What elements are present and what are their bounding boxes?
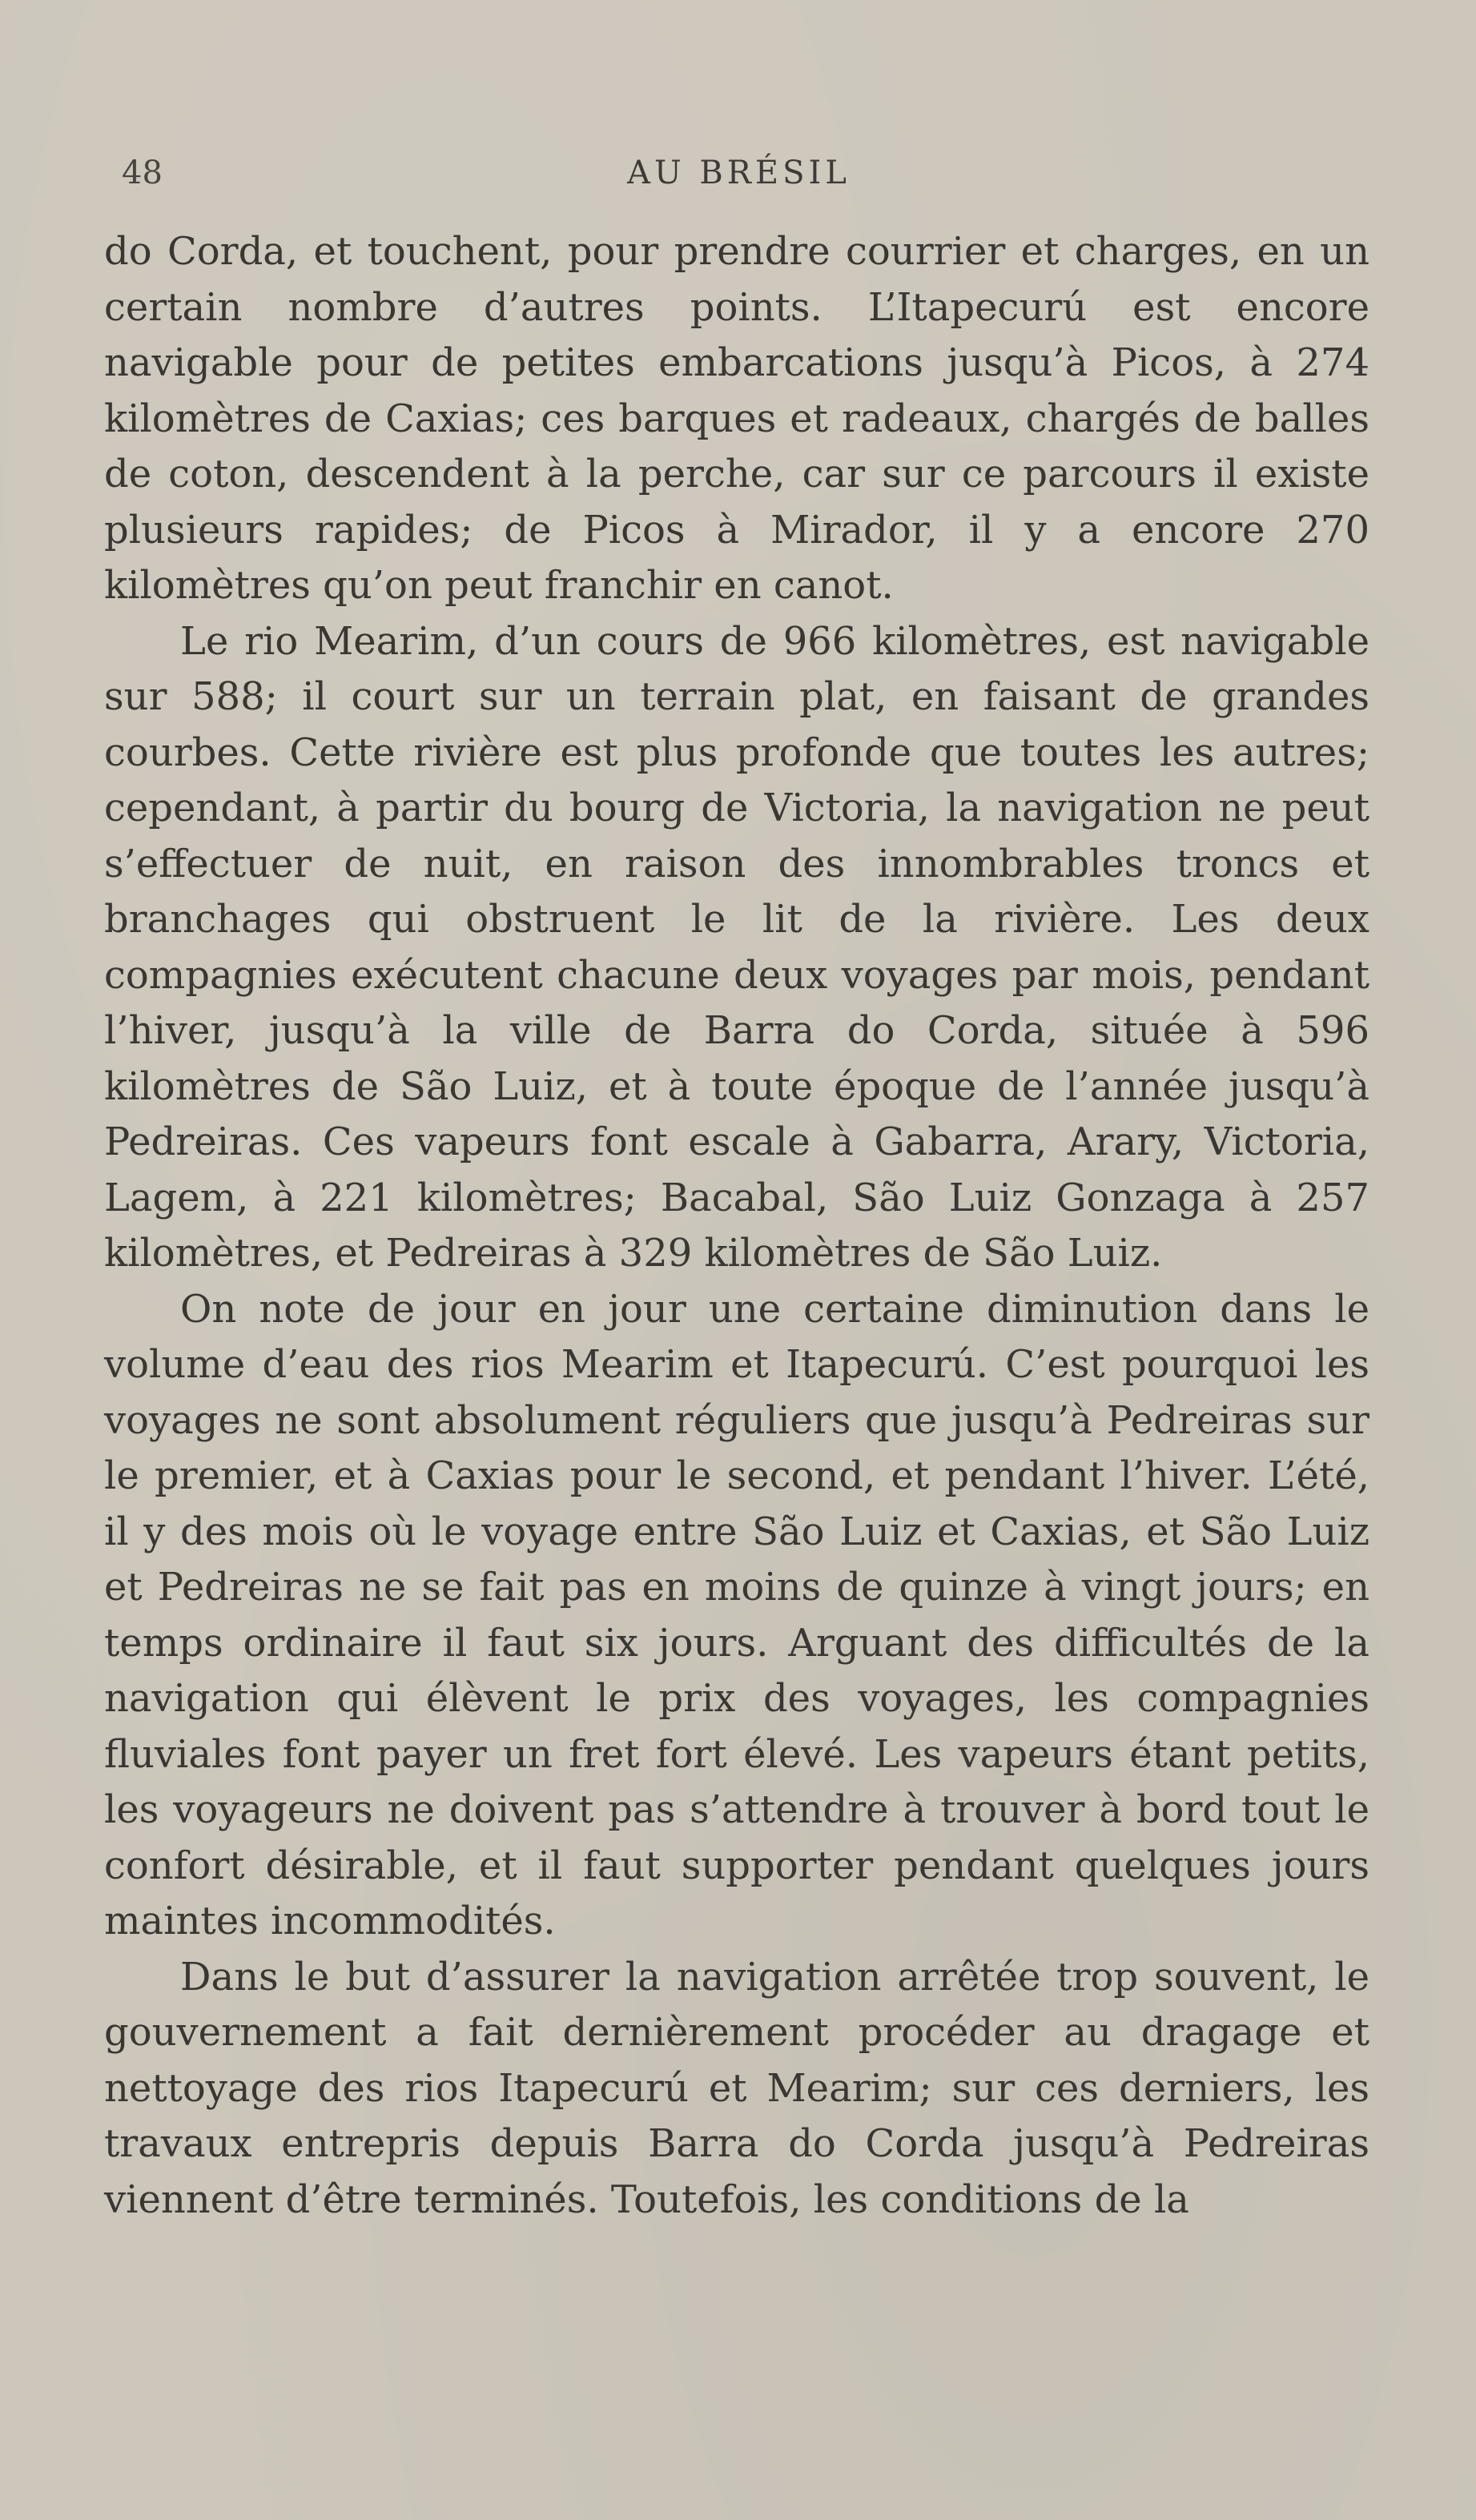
- paragraph-rio-mearim: Le rio Mearim, d’un cours de 966 kilomètres, est navigable sur 588; il court sur un terrain plat, en faisant de grandes courbes. Cette rivière est plus profonde que toutes les autres; cependant, à partir du bourg de Victoria, la navigation ne peut s’effectuer de nuit, en raison des innombrables troncs et branchages qui obstruent le lit de la rivière. Les deux compagnies exécutent chacune deux voyages par mois, pendant l’hiver, jusqu’à la ville de Barra do Corda, située à 596 kilomètres de São Luiz, et à toute époque de l’année jusqu’à Pedreiras. Ces vapeurs font escale à Gabarra, Arary, Victoria, Lagem, à 221 kilomètres; Bacabal, São Luiz Gonzaga à 257 kilomètres, et Pedreiras à 329 kilomètres de São Luiz.: [104, 618, 1369, 1276]
- running-title: AU BRÉSIL: [627, 155, 851, 191]
- page-header: [120, 149, 1357, 197]
- paragraph-continuation: do Corda, et touchent, pour prendre courrier et charges, en un certain nombre d’autres points. L’Itapecurú est encore navigable pour de petites embarcations jusqu’à Picos, à 274 kilomètres de Caxias; ces barques et radeaux, chargés de balles de coton, descendent à la perche, car sur ce parcours il existe plusieurs rapides; de Picos à Mirador, il y a encore 270 kilomètres qu’on peut franchir en canot.: [104, 229, 1369, 608]
- paragraph-dredging: Dans le but d’assurer la navigation arrêtée trop souvent, le gouvernement a fait dernièrement procéder au dragage et nettoyage des rios Itapecurú et Mearim; sur ces derniers, les travaux entrepris depuis Barra do Corda jusqu’à Pedreiras viennent d’être terminés. Toutefois, les conditions de la: [104, 1954, 1369, 2222]
- page-number: 48: [122, 155, 163, 191]
- body-text: [104, 224, 1369, 2228]
- paragraph-water-volume: On note de jour en jour une certaine diminution dans le volume d’eau des rios Mearim et Itapecurú. C’est pourquoi les voyages ne sont absolument réguliers que jusqu’à Pedreiras sur le premier, et à Caxias pour le second, et pendant l’hiver. L’été, il y des mois où le voyage entre São Luiz et Caxias, et São Luiz et Pedreiras ne se fait pas en moins de quinze à vingt jours; en temps ordinaire il faut six jours. Arguant des difficultés de la navigation qui élèvent le prix des voyages, les compagnies fluviales font payer un fret fort élevé. Les vapeurs étant petits, les voyageurs ne doivent pas s’attendre à trouver à bord tout le confort désirable, et il faut supporter pendant quelques jours maintes incommodités.: [104, 1286, 1369, 1943]
